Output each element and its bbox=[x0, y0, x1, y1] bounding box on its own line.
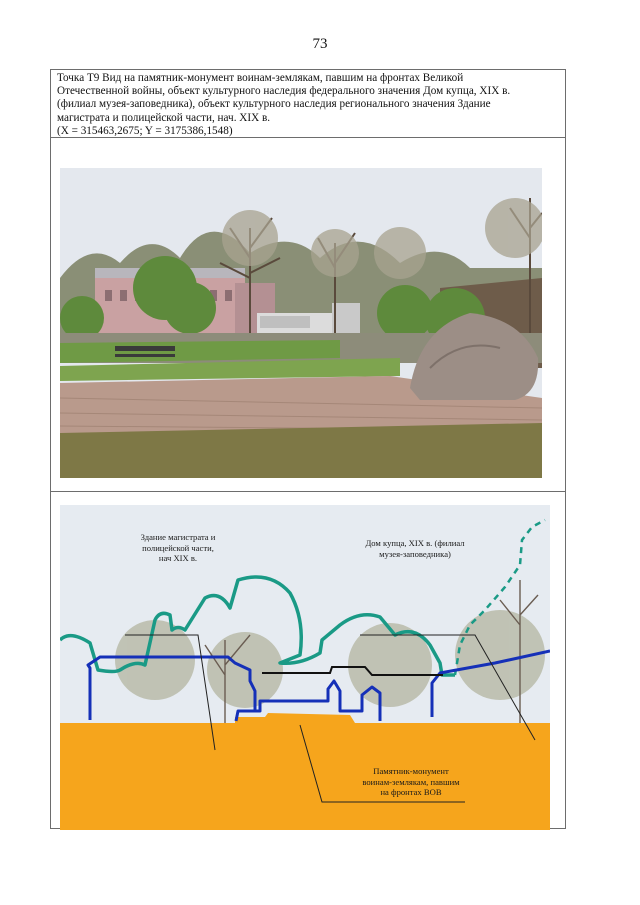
caption-line: Отечественной войны, объект культурного наследия федерального значения Дом купца, XIX в. bbox=[57, 85, 511, 98]
label-line: Здание магистрата и bbox=[140, 532, 216, 542]
caption-line: Точка Т9 Вид на памятник-монумент воинам-землякам, павшим на фронтах Великой bbox=[57, 72, 464, 84]
caption-line: магистрата и полицейской части, нач. XIX в. bbox=[57, 111, 271, 124]
label-line: Памятник-монумент bbox=[373, 766, 449, 776]
label-magistrate-building bbox=[123, 532, 233, 564]
page-number: 73 bbox=[312, 36, 328, 52]
site-photo bbox=[60, 168, 542, 478]
label-line: на фронтах ВОВ bbox=[380, 787, 442, 797]
caption-line: (филиал музея-заповедника), объект культурного наследия регионального значения Здание bbox=[57, 98, 491, 111]
label-line: нач XIX в. bbox=[158, 553, 198, 563]
label-line: полицейской части, bbox=[142, 542, 214, 553]
label-line: воинам-землякам, павшим bbox=[362, 776, 460, 787]
label-line: музея-заповедника) bbox=[379, 548, 451, 559]
label-merchant-house bbox=[345, 538, 485, 559]
label-monument bbox=[341, 766, 481, 798]
label-line: Дом купца, XIX в. (филиал bbox=[365, 538, 465, 548]
table-divider bbox=[51, 491, 565, 492]
caption-coordinates: (X = 315463,2675; Y = 3175386,1548) bbox=[57, 124, 233, 137]
document-table bbox=[50, 69, 566, 829]
view-point-caption bbox=[51, 70, 565, 138]
